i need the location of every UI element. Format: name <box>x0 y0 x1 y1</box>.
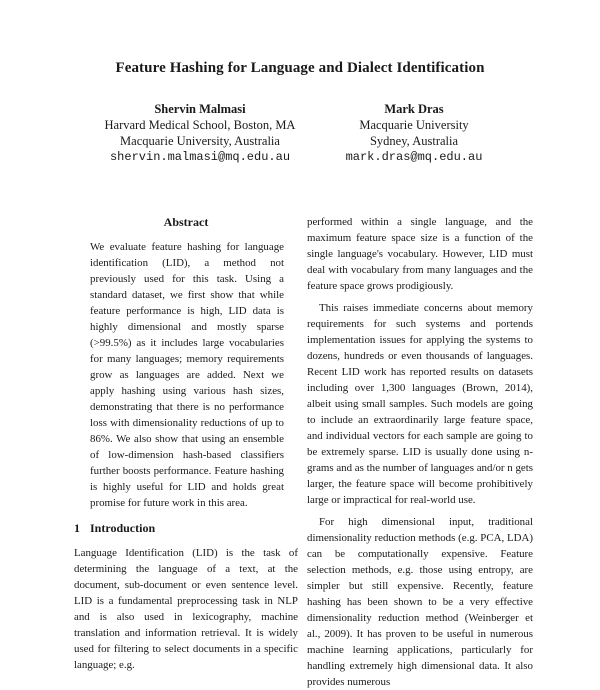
author-block-2 <box>284 101 544 165</box>
body-paragraph: For high dimensional input, traditional dimensionality reduction methods (e.g. PCA, LDA) can be computationally expensive. Feature selection methods, e.g. those using entropy, are simpler but still expensive. Recently, feature hashing has been shown to be a very effective dimensionality reduction method (Weinberger et al., 2009). It has proven to be useful in numerous machine learning applications, particularly for handling extremely high dimensional data. It also provides numerous <box>307 516 533 688</box>
section-number: 1 <box>74 521 80 535</box>
right-column <box>307 214 533 690</box>
body-paragraph: performed within a single language, and the maximum feature space size is a function of the single language's vocabulary. However, LID must deal with vocabulary from many languages and the feature space grows prodigiously. <box>307 216 533 292</box>
left-column <box>74 214 298 673</box>
abstract-text: We evaluate feature hashing for language identification (LID), a method not previously used for this task. Using a standard dataset, we first show that while feature performance is high, LID data is highly dimensional and mostly sparse (>99.5%) as it includes large vocabularies for many languages; memory requirements grow as languages are added. Next we apply hashing using various hash sizes, demonstrating that there is no performance loss with dimensionality reductions of up to 86%. We also show that using an ensemble of low-dimension hash-based classifiers further boosts performance. Feature hashing is highly useful for LID and holds great promise for future work in this area. <box>90 241 284 509</box>
abstract-body <box>74 239 298 511</box>
body-paragraph: This raises immediate concerns about memory requirements for such systems and portends implementation issues for applying the systems to dozens, hundreds or even thousands of languages. Recent LID work has reported results on datasets including over 1,300 languages (Brown, 2014), albeit using small samples. Such models are going to include an extraordinarily large feature space, and individual vectors for each sample are going to be extremely sparse. LID is usually done using n-grams and as the number of languages and/or n gets larger, the feature space will become prohibitively large or impractical for real-world use. <box>307 302 533 506</box>
author-affiliation: Macquarie University, Australia <box>120 134 280 148</box>
abstract-heading: Abstract <box>163 215 209 229</box>
section-title: Introduction <box>90 521 156 535</box>
section-heading <box>74 520 298 536</box>
intro-paragraph: Language Identification (LID) is the task of determining the language of a text, at the document, sub-document or even sentence level. LID is a fundamental preprocessing task in NLP and is also used in lexicography, machine translation and information retrieval. It is widely used for filtering to select documents in a specific language; e.g. <box>74 547 298 671</box>
author-email: shervin.malmasi@mq.edu.au <box>109 150 291 164</box>
author-affiliation: Sydney, Australia <box>369 134 459 148</box>
author-affiliation: Harvard Medical School, Boston, MA <box>104 118 296 132</box>
paper-title: Feature Hashing for Language and Dialect Identification <box>115 60 485 76</box>
author-email: mark.dras@mq.edu.au <box>345 150 483 164</box>
author-name: Shervin Malmasi <box>154 102 246 116</box>
author-affiliation: Macquarie University <box>359 118 469 132</box>
author-name: Mark Dras <box>384 102 444 116</box>
